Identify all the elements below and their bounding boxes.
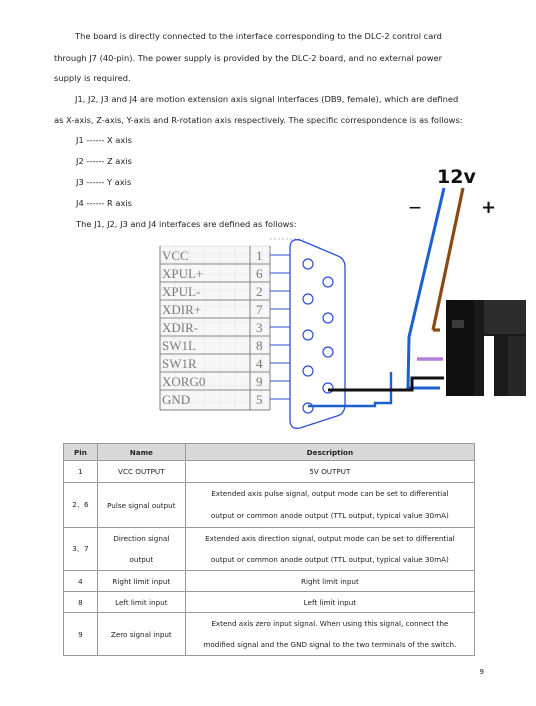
cell-pin: 1 (64, 461, 98, 483)
pin-grid (160, 246, 270, 410)
cell-name: VCC OUTPUT (97, 461, 185, 483)
negative-terminal-label: — (409, 200, 421, 214)
description-line: modified signal and the GND signal to the two terminals of the switch. (203, 640, 457, 649)
cell-name: Zero signal input (97, 613, 185, 656)
pin-number-9: 9 (256, 374, 263, 389)
axis-map-j1: J1 ------ X axis (76, 135, 132, 145)
pin-number-1: 1 (256, 248, 263, 263)
pin-number-6: 6 (256, 266, 263, 281)
pin-name-sw1l: SW1L (162, 338, 196, 353)
pin-number-7: 7 (256, 302, 263, 317)
cell-pin: 4 (64, 571, 98, 592)
table-row (64, 461, 475, 483)
page-number: 9 (479, 668, 484, 676)
cell-name: Right limit input (97, 571, 185, 592)
cell-description: Left limit input (185, 592, 474, 613)
pin-name-sw1r: SW1R (162, 356, 197, 371)
description-line: Extend axis zero input signal. When using this signal, connect the (211, 619, 449, 628)
cell-name: Pulse signal output (97, 483, 185, 528)
table-row (64, 528, 475, 571)
cell-description: 5V OUTPUT (185, 461, 474, 483)
description-line: output or common anode output (TTL output, typical value 30mA) (210, 511, 449, 520)
pin-number-8: 8 (256, 338, 263, 353)
pin-name-xdir: XDIR+ (162, 302, 202, 317)
cell-pin: 8 (64, 592, 98, 613)
pin-name-xorg0: XORG0 (162, 374, 206, 389)
pin-leads (270, 255, 290, 399)
intro-line-2: through J7 (40-pin). The power supply is provided by the DLC-2 board, and no external power (54, 53, 443, 63)
pin-number-3: 3 (256, 320, 263, 335)
description-line: Extended axis pulse signal, output mode can be set to differential (211, 489, 449, 498)
table-row (64, 483, 475, 528)
name-line: Direction signal (113, 534, 170, 543)
axis-map-j4: J4 ------ R axis (76, 198, 132, 208)
voltage-label: 12v (437, 166, 476, 188)
positive-terminal-label: + (481, 197, 497, 218)
optical-switch-sensor (446, 300, 526, 396)
header-pin: Pin (64, 444, 98, 461)
name-line: output (129, 555, 154, 564)
pin-definition-table (63, 443, 475, 656)
interfaces-defined-text: The J1, J2, J3 and J4 interfaces are defined as follows: (76, 219, 297, 229)
pin-name-xpul: XPUL- (162, 284, 201, 299)
cell-description (185, 613, 474, 656)
pin-name-gnd: GND (162, 392, 191, 407)
table-row (64, 571, 475, 592)
description-line: output or common anode output (TTL output, typical value 30mA) (210, 555, 449, 564)
pin-name-xdir: XDIR- (162, 320, 199, 335)
table-row (64, 592, 475, 613)
axis-map-j2: J2 ------ Z axis (76, 156, 132, 166)
intro-line-1: The board is directly connected to the interface corresponding to the DLC-2 control card (75, 31, 442, 41)
cell-description (185, 528, 474, 571)
intro-line-5: as X-axis, Z-axis, Y-axis and R-rotation axis respectively. The specific correspondence is as follows: (54, 115, 463, 125)
header-description: Description (185, 444, 474, 461)
db9-connector-body (290, 240, 345, 429)
description-line: Extended axis direction signal, output mode can be set to differential (205, 534, 455, 543)
table-header-row (64, 444, 475, 461)
pin-number-5: 5 (256, 392, 263, 407)
pin-number-2: 2 (256, 284, 263, 299)
cell-description: Right limit input (185, 571, 474, 592)
table-row (64, 613, 475, 656)
cell-name: Left limit input (97, 592, 185, 613)
pin-name-vcc: VCC (162, 248, 189, 263)
cell-name (97, 528, 185, 571)
header-name: Name (97, 444, 185, 461)
cell-pin: 3、7 (64, 528, 98, 571)
pin-name-xpul: XPUL+ (162, 266, 204, 281)
cell-pin: 2、6 (64, 483, 98, 528)
cell-description (185, 483, 474, 528)
intro-line-4: J1, J2, J3 and J4 are motion extension axis signal interfaces (DB9, female), which are defined (75, 94, 459, 104)
cell-pin: 9 (64, 613, 98, 656)
axis-map-j3: J3 ------ Y axis (76, 177, 132, 187)
pin-number-4: 4 (256, 356, 263, 371)
intro-line-3: supply is required. (54, 73, 131, 83)
